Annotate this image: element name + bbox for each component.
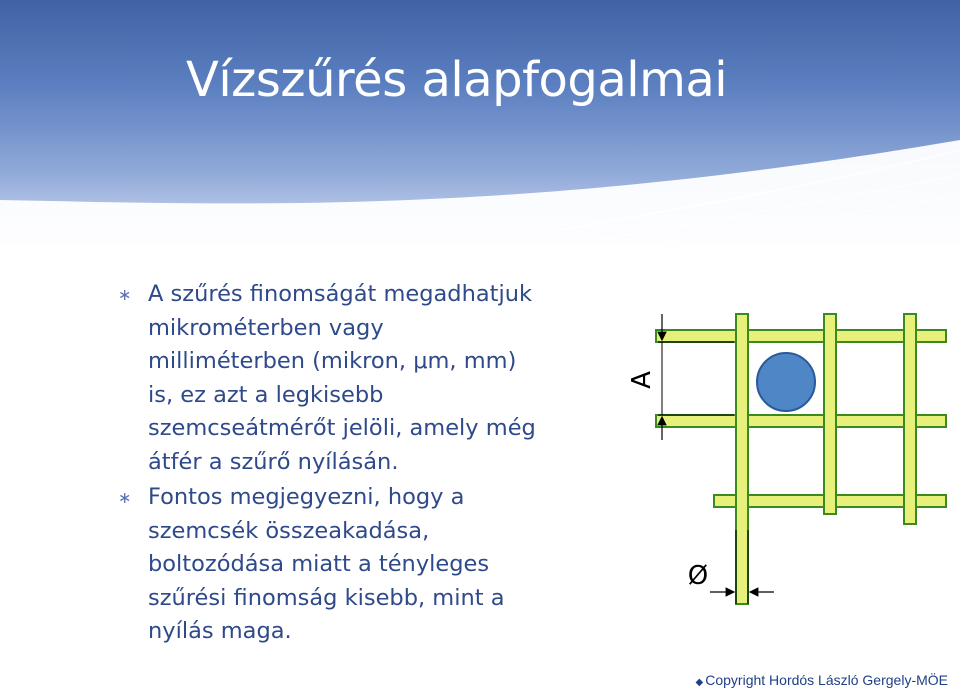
bullet-line: nyílás maga. [148,618,292,644]
diamond-icon: ◆ [695,677,704,688]
particle-circle [757,353,815,411]
bullet-line: A szűrés finomságát megadhatjuk [148,281,533,307]
bullet-line: mikrométerben vagy [148,314,384,341]
bullet-line: Fontos megjegyezni, hogy a [148,484,465,510]
bullet-item [118,278,598,479]
mesh-diagram [614,300,954,634]
mesh-diagram-svg [614,300,954,630]
wire-vertical [736,314,748,604]
bullet-line: is, ez azt a legkisebb [148,381,384,408]
slide-title: Vízszűrés alapfogalmai [186,52,728,108]
bullet-line: boltozódása miatt a tényleges [148,551,490,577]
dimension-diameter [688,530,774,604]
bullet-marker: ∗ [118,488,132,507]
bullet-line: milliméterben (mikron, μm, mm) [148,348,517,374]
dimension-label-a: A [627,371,657,389]
wire-horizontal [656,415,946,427]
bullet-line: átfér a szűrő nyílásán. [148,448,399,475]
wire-vertical [824,314,836,514]
dimension-label-diameter: Ø [687,561,709,591]
wire-horizontal [656,330,946,342]
wire-vertical [904,314,916,524]
bullet-line: szűrési finomság kisebb, mint a [148,584,505,611]
bullet-line: szemcsék összeakadása, [148,517,430,544]
slide-header [0,0,960,245]
bullet-list [118,278,598,651]
bullet-line: szemcseátmérőt jelöli, amely még [148,415,536,441]
header-wave-decoration [0,0,960,245]
copyright-footer [696,672,948,688]
bullet-marker: ∗ [118,285,132,304]
bullet-item [118,481,598,649]
copyright-text: Copyright Hordós László Gergely-MÖE [705,672,948,688]
